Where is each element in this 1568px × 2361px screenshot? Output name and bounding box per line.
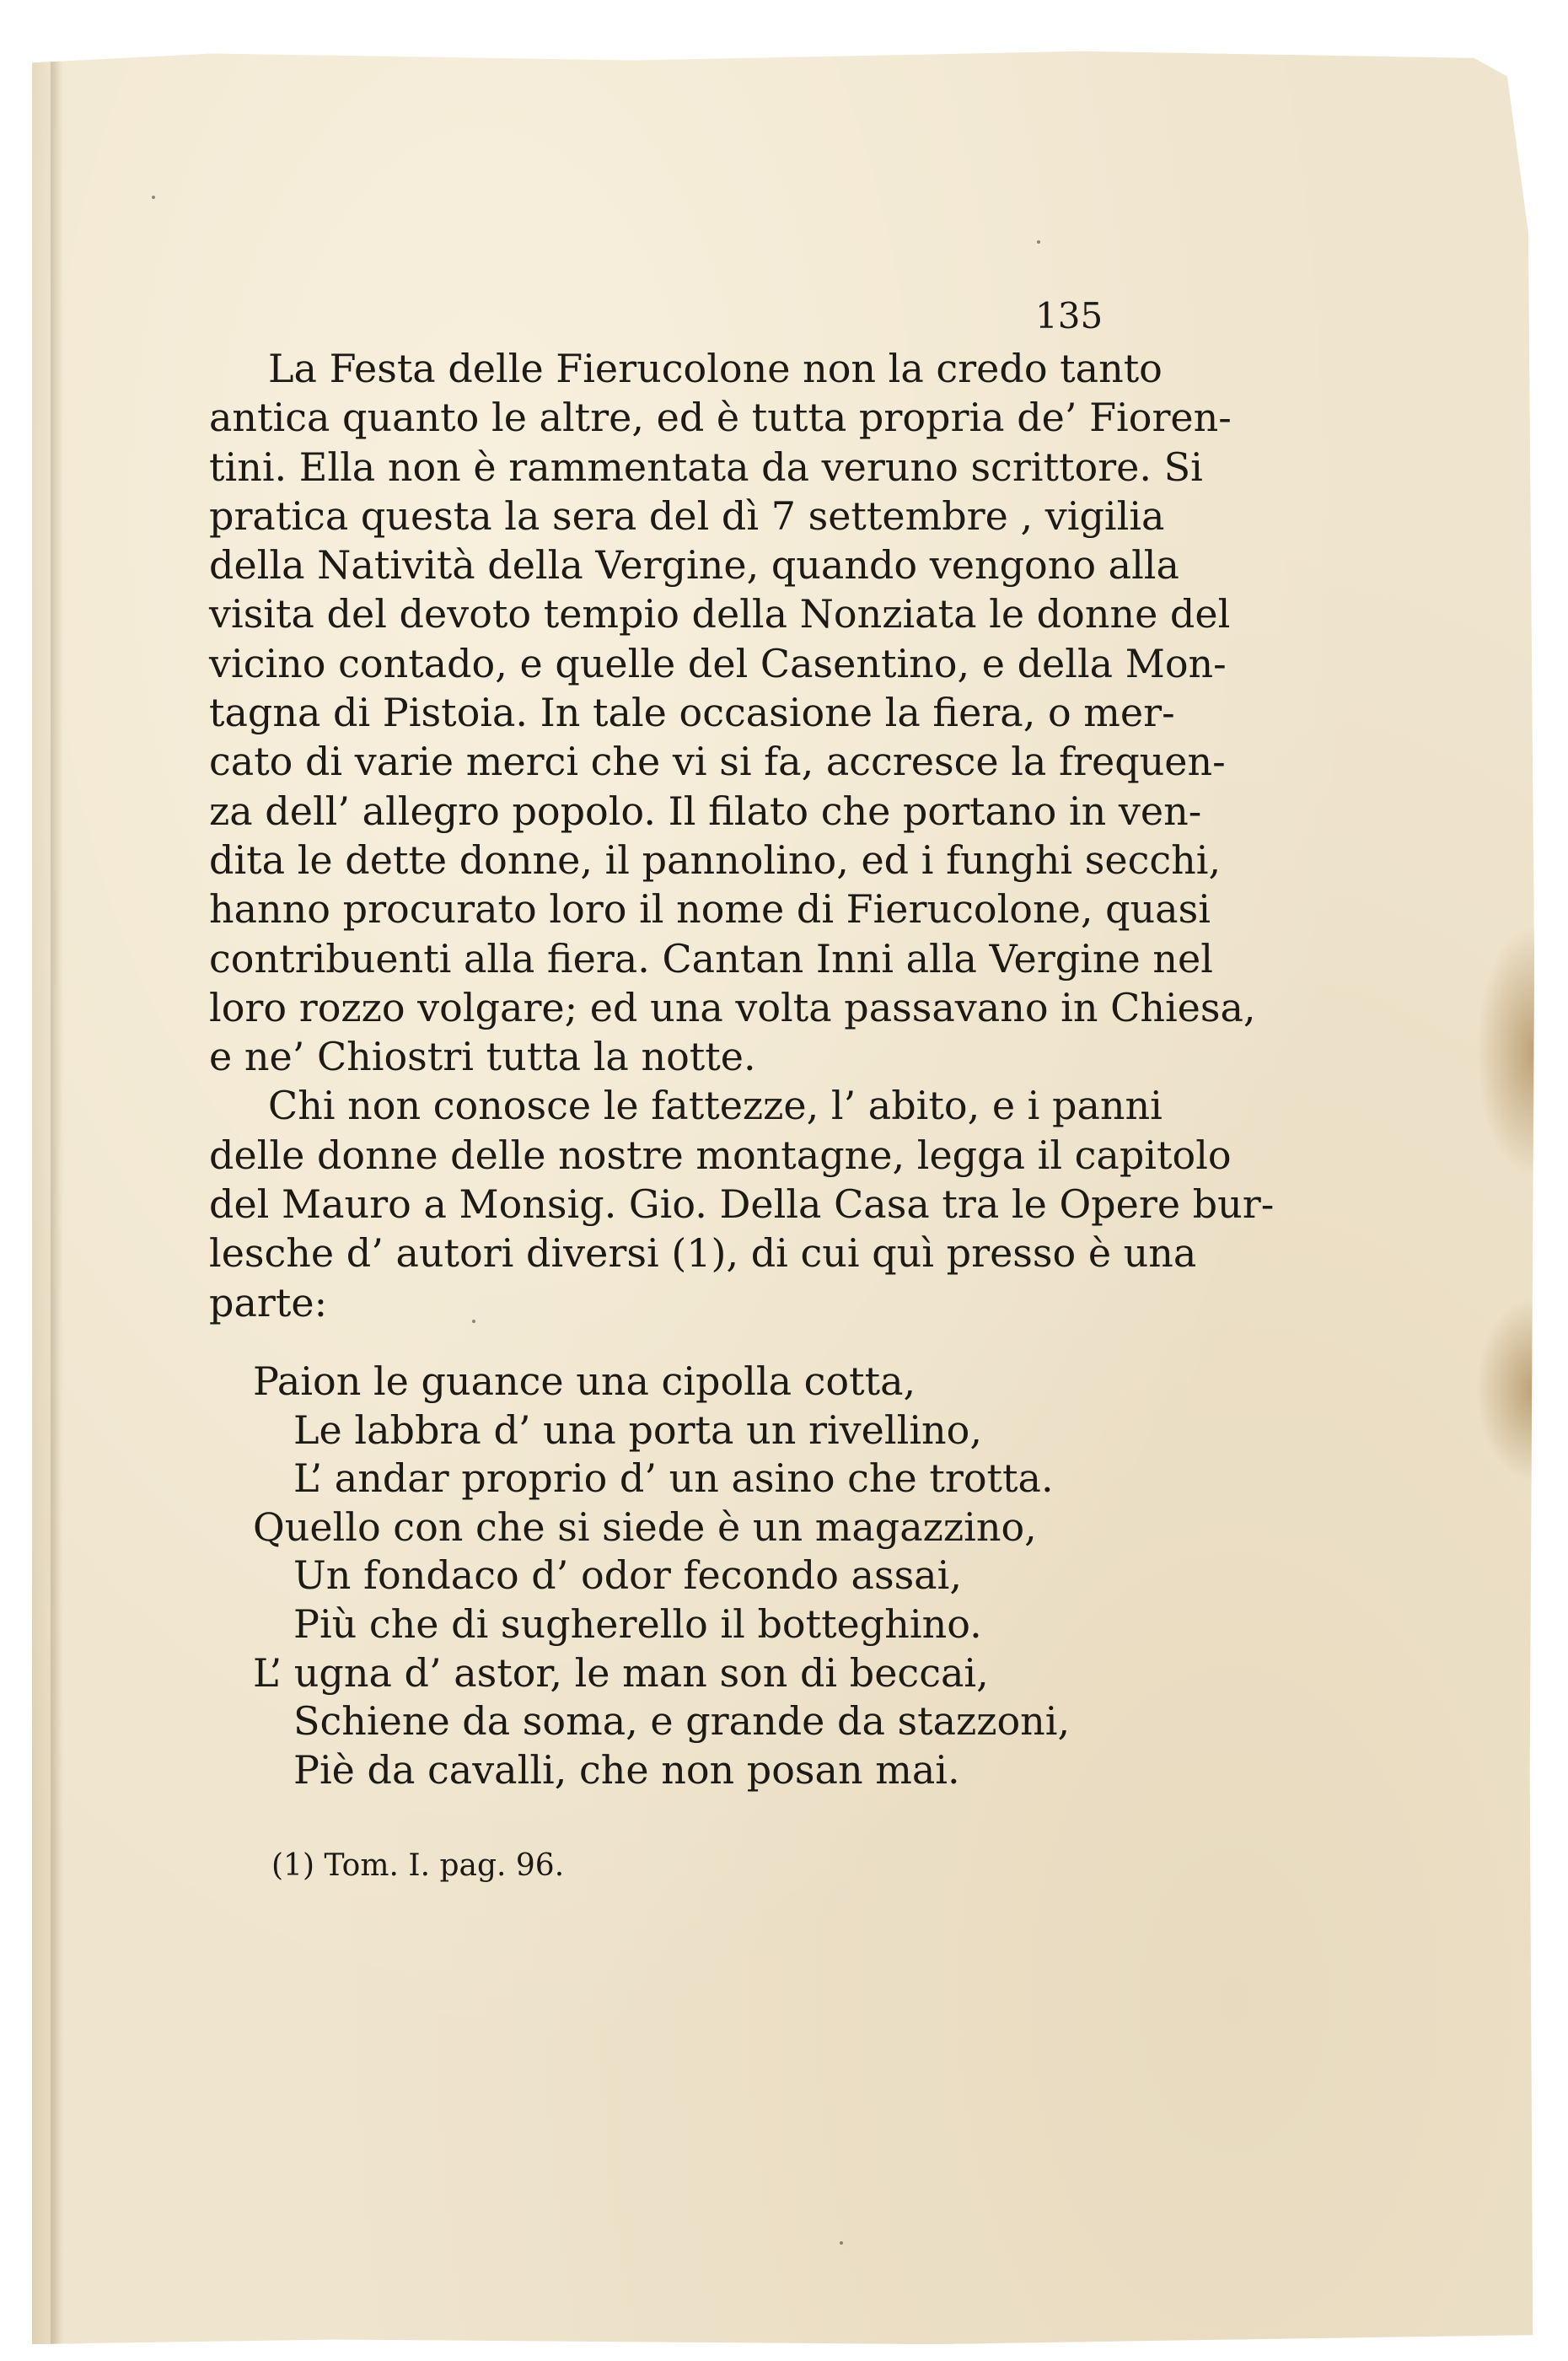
text-line: lesche d’ autori diversi (1), di cui quì presso è una <box>209 1230 1197 1277</box>
text-line: dita le dette donne, il pannolino, ed i funghi secchi, <box>209 836 1222 883</box>
text-line: antica quanto le altre, ed è tutta propria de’ Fioren- <box>209 395 1232 441</box>
text-line: hanno procurato loro il nome di Fierucolone, quasi <box>209 886 1211 933</box>
prose-body <box>209 344 1275 1327</box>
text-line: cato di varie merci che vi si fa, accresce la frequen- <box>209 739 1226 785</box>
paper-speck <box>1037 240 1040 244</box>
edge-stain <box>1475 926 1534 1179</box>
page-spine-shadow <box>51 49 62 2344</box>
footnote: (1) Tom. I. pag. 96. <box>271 1848 565 1883</box>
text-line: loro rozzo volgare; ed una volta passavano in Chiesa, <box>209 984 1256 1030</box>
poem-verse: Le labbra d’ una porta un rivellino, <box>293 1406 982 1453</box>
poem-verse: Un fondaco d’ odor fecondo assai, <box>293 1552 962 1599</box>
text-line: della Natività della Vergine, quando vengono alla <box>209 542 1179 589</box>
text-line: tini. Ella non è rammentata da veruno scrittore. Si <box>209 444 1203 490</box>
text-line: Chi non conosce le fattezze, l’ abito, e i panni <box>268 1083 1163 1129</box>
text-line: La Festa delle Fierucolone non la credo tanto <box>268 346 1163 391</box>
poem-verse: L’ ugna d’ astor, le man son di beccai, <box>253 1649 989 1696</box>
poem-verse: Più che di sugherello il botteghino. <box>293 1600 982 1647</box>
poem-verse: Quello con che si siede è un magazzino, <box>253 1503 1037 1550</box>
text-line: contribuenti alla fiera. Cantan Inni alla Vergine nel <box>209 935 1213 982</box>
text-line: vicino contado, e quelle del Casentino, e della Mon- <box>209 640 1227 686</box>
poem-quotation <box>253 1358 1070 1794</box>
poem-verse: Piè da cavalli, che non posan mai. <box>293 1746 960 1793</box>
text-line: za dell’ allegro popolo. Il filato che portano in ven- <box>209 788 1202 834</box>
text-line: tagna di Pistoia. In tale occasione la fiera, o mer- <box>209 690 1175 736</box>
text-line: pratica questa la sera del dì 7 settembre , vigilia <box>209 492 1165 539</box>
text-line: e ne’ Chiostri tutta la notte. <box>209 1034 756 1080</box>
paper-speck <box>840 2241 843 2245</box>
poem-verse: Paion le guance una cipolla cotta, <box>253 1358 916 1404</box>
poem-verse: L’ andar proprio d’ un asino che trotta. <box>293 1455 1054 1502</box>
text-line: visita del devoto tempio della Nonziata le donne del <box>209 591 1231 637</box>
edge-stain <box>1475 1297 1534 1482</box>
text-line: del Mauro a Monsig. Gio. Della Casa tra le Opere bur- <box>209 1181 1275 1228</box>
poem-verse: Schiene da soma, e grande da stazzoni, <box>293 1698 1071 1745</box>
text-line: delle donne delle nostre montagne, legga il capitolo <box>209 1132 1232 1178</box>
page-number: 135 <box>1035 295 1104 336</box>
paper-speck <box>152 196 155 199</box>
text-line: parte: <box>209 1279 328 1326</box>
